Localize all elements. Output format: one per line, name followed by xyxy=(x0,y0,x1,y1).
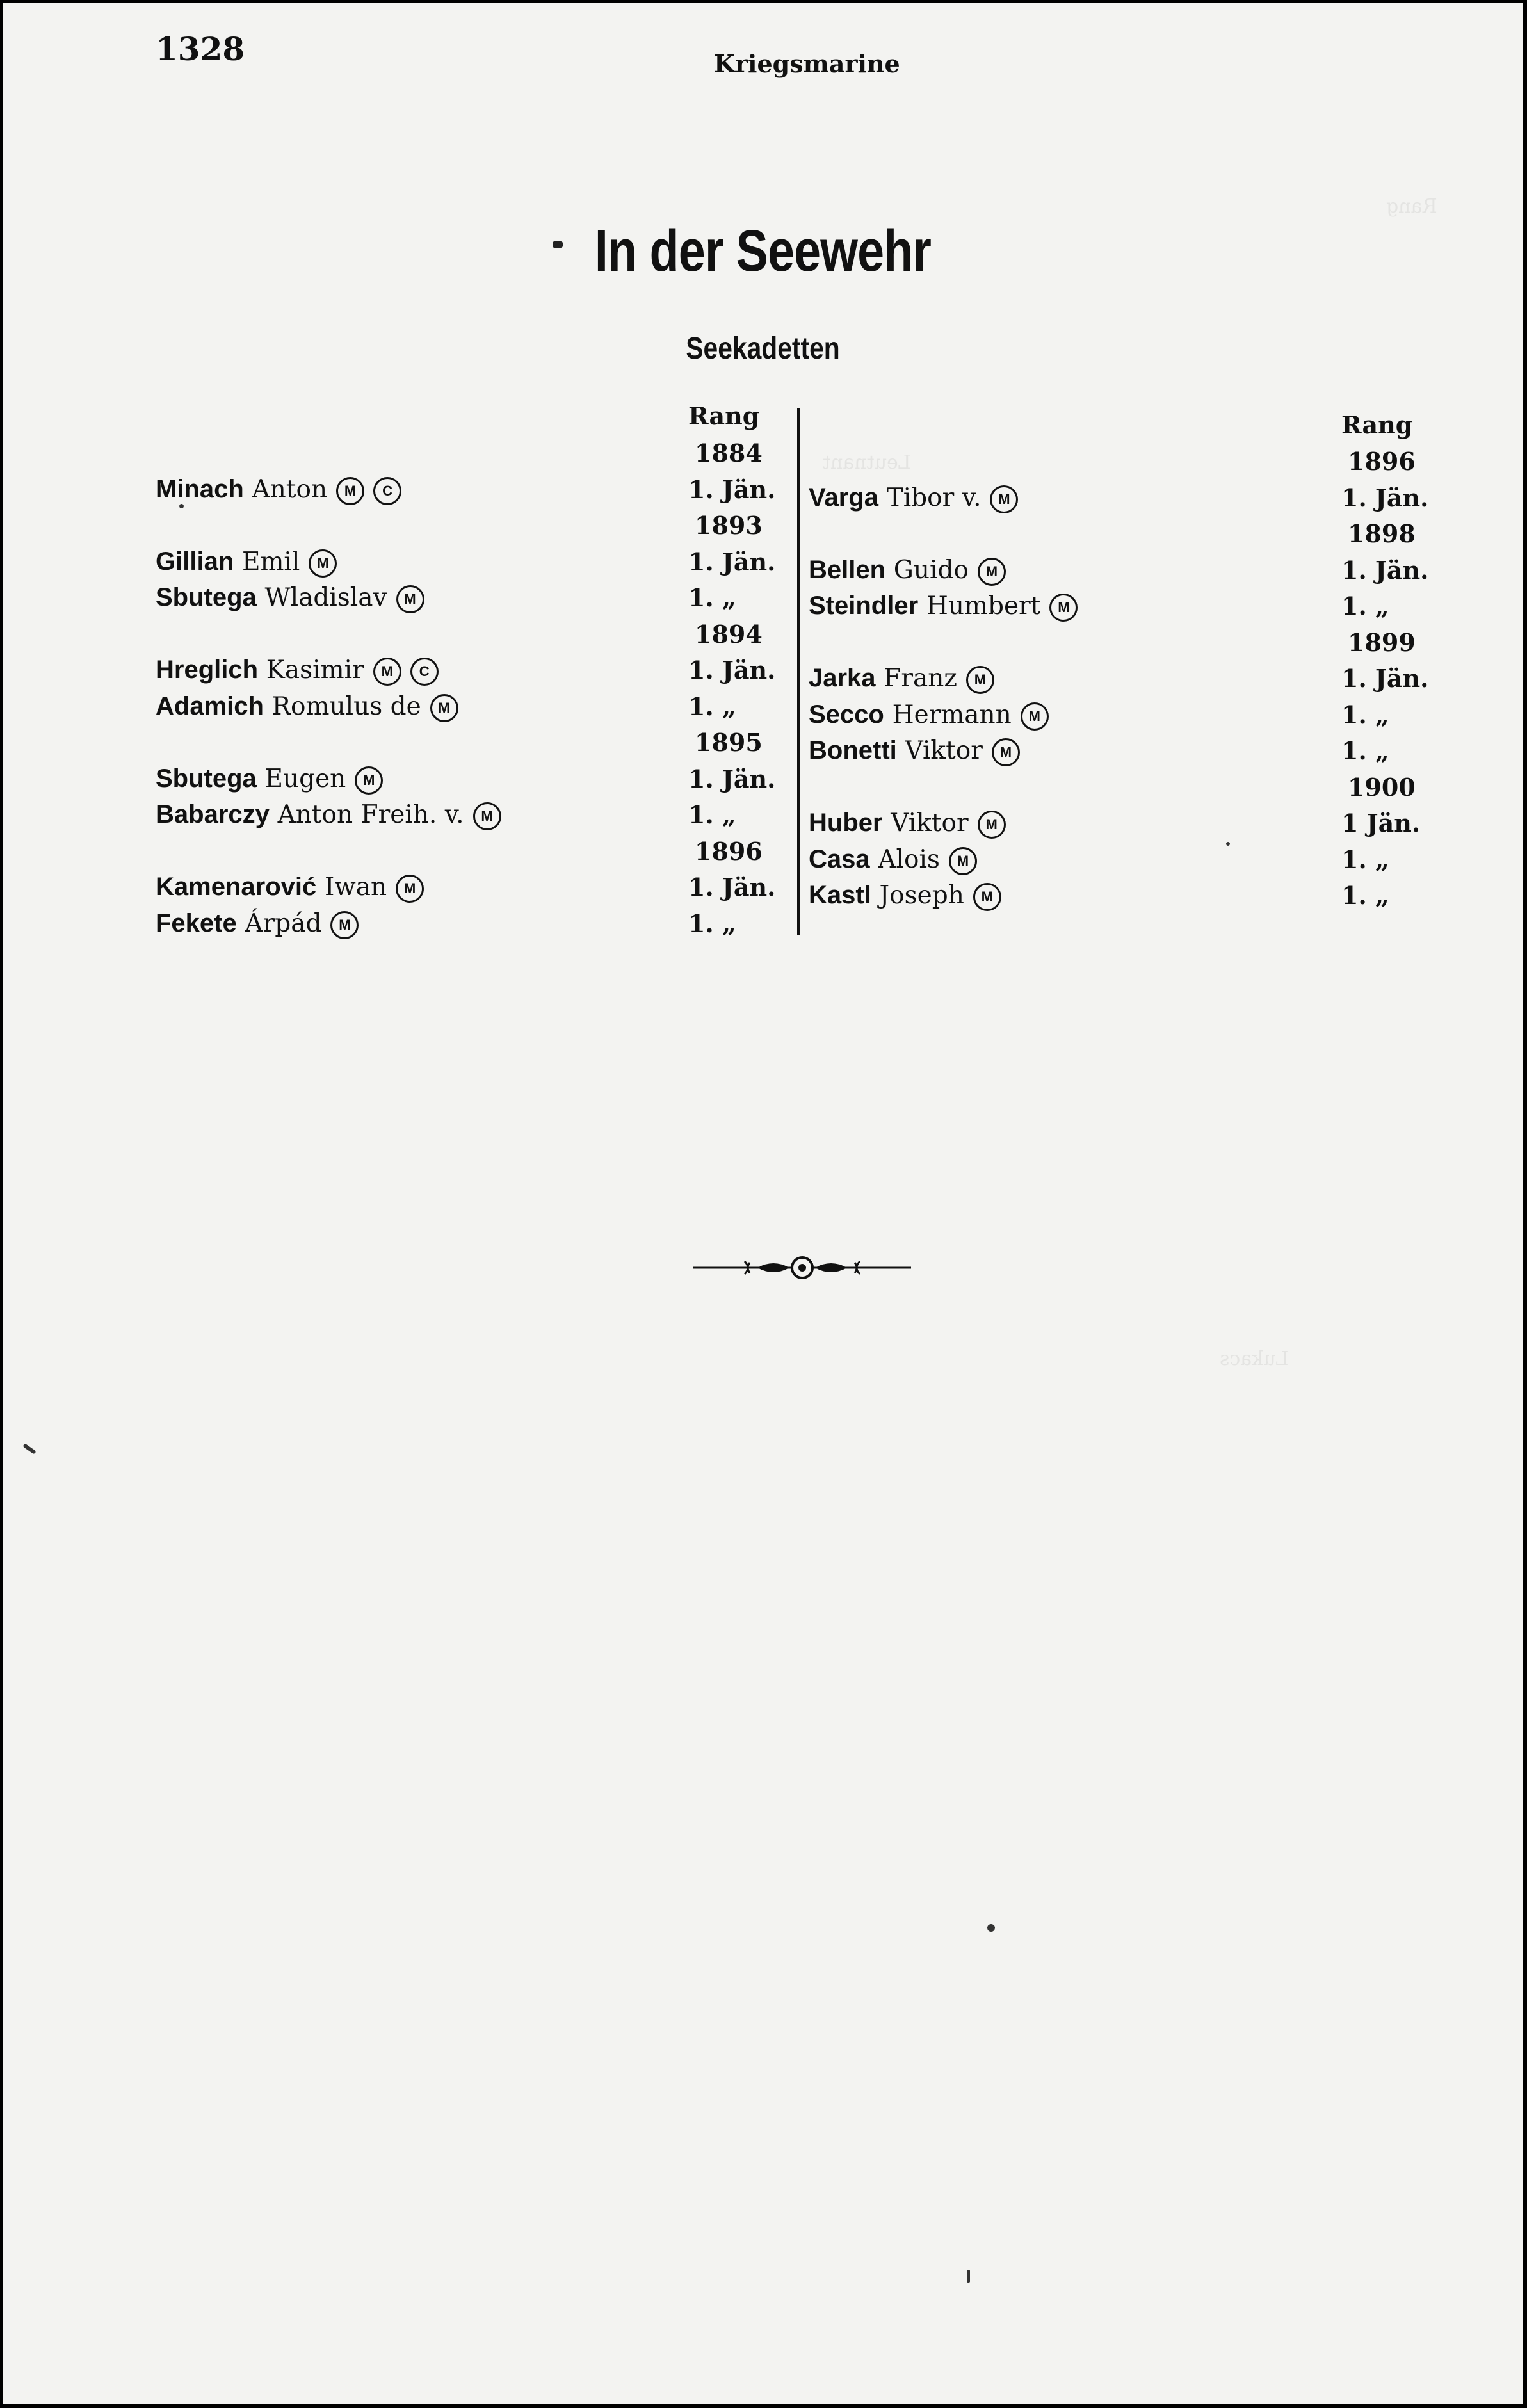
cadet-name xyxy=(156,471,327,508)
ornament-divider xyxy=(693,1255,911,1281)
circled-m-mark-icon: M xyxy=(396,585,424,613)
cadet-name xyxy=(156,652,364,688)
cadet-name xyxy=(809,877,964,914)
rank-year: 1893 xyxy=(695,511,763,540)
bleed-through-text: Leutnant xyxy=(823,451,911,474)
circled-m-mark-icon: M xyxy=(355,766,383,795)
rank-date: 1. „ xyxy=(1341,881,1389,910)
cadet-given-name: Hermann xyxy=(892,700,1012,729)
cadet-name xyxy=(156,688,421,725)
roster-entry xyxy=(156,688,458,724)
rank-date: 1. „ xyxy=(688,800,736,829)
rank-date: 1. „ xyxy=(1341,844,1389,874)
cadet-surname: Huber xyxy=(809,809,883,837)
rank-year: 1884 xyxy=(695,439,763,467)
roster-entry xyxy=(156,471,401,507)
cadet-name xyxy=(809,660,957,697)
cadet-surname: Varga xyxy=(809,483,878,512)
bleed-through-text: Lukacs xyxy=(1220,1348,1289,1370)
print-speck xyxy=(987,1924,995,1932)
rank-year: 1896 xyxy=(695,836,763,866)
rank-date: 1. Jän. xyxy=(688,873,776,901)
cadet-surname: Gillian xyxy=(156,547,234,576)
cadet-name xyxy=(156,544,300,580)
cadet-given-name: Joseph xyxy=(879,881,964,910)
roster-entry xyxy=(809,660,994,696)
circled-m-mark-icon: M xyxy=(978,558,1006,586)
cadet-given-name: Viktor xyxy=(905,736,983,765)
cadet-name xyxy=(809,552,969,588)
rank-date: 1. Jän. xyxy=(1341,483,1429,512)
roster-entry xyxy=(809,877,1001,913)
cadet-given-name: Wladislav xyxy=(264,583,387,612)
roster-entry xyxy=(156,652,439,688)
circled-m-mark-icon: M xyxy=(430,694,458,722)
cadet-surname: Secco xyxy=(809,700,884,729)
cadet-surname: Adamich xyxy=(156,691,264,720)
rank-year: 1894 xyxy=(695,619,763,649)
circled-m-mark-icon: M xyxy=(396,875,424,903)
section-subtitle: Seekadetten xyxy=(686,332,840,366)
cadet-name xyxy=(156,579,387,616)
circled-m-mark-icon: M xyxy=(1049,594,1078,622)
rank-year: 1898 xyxy=(1348,519,1416,548)
cadet-surname: Hreglich xyxy=(156,656,259,684)
rank-year: 1899 xyxy=(1348,627,1416,657)
rang-header: Rang xyxy=(1341,410,1413,439)
circled-m-mark-icon: M xyxy=(949,847,977,875)
cadet-surname: Bonetti xyxy=(809,736,897,764)
cadet-given-name: Humbert xyxy=(926,592,1041,620)
cadet-surname: Kamenarović xyxy=(156,873,317,901)
cadet-surname: Steindler xyxy=(809,592,919,620)
circled-m-mark-icon: M xyxy=(973,883,1001,911)
circled-c-mark-icon: C xyxy=(410,658,439,686)
rank-date: 1. „ xyxy=(688,583,736,612)
rang-header: Rang xyxy=(688,401,760,430)
roster-entry xyxy=(156,761,383,796)
rank-date: 1. „ xyxy=(1341,592,1389,620)
cadet-given-name: Anton xyxy=(252,474,328,504)
rank-date: 1. Jän. xyxy=(688,764,776,793)
cadet-given-name: Iwan xyxy=(324,873,387,901)
circled-m-mark-icon: M xyxy=(966,666,994,694)
roster-entry xyxy=(809,841,977,877)
bleed-through-text: Rang xyxy=(1386,195,1437,218)
cadet-surname: Minach xyxy=(156,474,244,503)
rank-date: 1. Jän. xyxy=(1341,555,1429,585)
circled-m-mark-icon: M xyxy=(473,802,501,830)
rank-date: 1. „ xyxy=(1341,700,1389,729)
roster-entry xyxy=(809,552,1006,588)
cadet-given-name: Anton Freih. v. xyxy=(277,800,464,829)
page-number: 1328 xyxy=(156,30,245,68)
cadet-name xyxy=(156,761,346,797)
cadet-given-name: Franz xyxy=(884,664,957,693)
cadet-surname: Fekete xyxy=(156,909,237,937)
circled-m-mark-icon: M xyxy=(330,911,359,939)
circled-m-mark-icon: M xyxy=(978,811,1006,839)
cadet-given-name: Emil xyxy=(241,547,300,576)
running-title: Kriegsmarine xyxy=(714,49,900,78)
rank-date: 1. Jän. xyxy=(688,474,776,504)
print-speck xyxy=(967,2270,970,2283)
roster-entry xyxy=(809,480,1018,515)
roster-entry xyxy=(156,544,337,579)
circled-m-mark-icon: M xyxy=(1021,702,1049,731)
circled-c-mark-icon: C xyxy=(373,477,401,505)
circled-m-mark-icon: M xyxy=(990,485,1018,513)
rank-date: 1. Jän. xyxy=(688,656,776,684)
cadet-given-name: Árpád xyxy=(245,909,322,938)
cadet-given-name: Kasimir xyxy=(266,656,364,684)
rank-date: 1. „ xyxy=(1341,736,1389,765)
column-divider xyxy=(797,408,800,935)
page-title: In der Seewehr xyxy=(594,218,932,284)
cadet-name xyxy=(156,796,464,833)
cadet-name xyxy=(809,697,1012,733)
roster-entry xyxy=(156,579,424,615)
cadet-name xyxy=(809,732,983,769)
cadet-name xyxy=(809,588,1040,624)
cadet-surname: Bellen xyxy=(809,555,886,584)
rank-year: 1896 xyxy=(1348,447,1416,476)
rank-year: 1895 xyxy=(695,728,763,757)
circled-m-mark-icon: M xyxy=(373,658,401,686)
roster-entry xyxy=(809,697,1049,732)
cadet-surname: Babarczy xyxy=(156,800,270,828)
roster-entry xyxy=(809,805,1006,841)
circled-m-mark-icon: M xyxy=(309,549,337,578)
rank-date: 1. „ xyxy=(688,909,736,938)
document-page xyxy=(3,3,1523,2404)
rank-date: 1. Jän. xyxy=(688,547,776,576)
cadet-surname: Sbutega xyxy=(156,583,257,611)
rank-year: 1900 xyxy=(1348,772,1416,802)
circled-m-mark-icon: M xyxy=(992,738,1020,766)
cadet-name xyxy=(156,869,387,905)
rank-date: 1. „ xyxy=(688,691,736,721)
cadet-surname: Jarka xyxy=(809,664,876,692)
roster-entry xyxy=(156,869,424,905)
cadet-given-name: Alois xyxy=(878,844,940,874)
circled-m-mark-icon: M xyxy=(336,477,364,505)
cadet-surname: Kastl xyxy=(809,881,871,909)
cadet-given-name: Romulus de xyxy=(271,691,421,721)
cadet-surname: Casa xyxy=(809,844,870,873)
cadet-given-name: Viktor xyxy=(891,809,969,837)
cadet-name xyxy=(156,905,321,942)
cadet-name xyxy=(809,841,940,878)
print-speck xyxy=(22,1443,36,1455)
cadet-name xyxy=(809,805,969,841)
cadet-name xyxy=(809,480,981,516)
cadet-given-name: Tibor v. xyxy=(886,483,982,512)
rank-date: 1 Jän. xyxy=(1341,809,1421,837)
roster-entry xyxy=(156,796,501,832)
cadet-surname: Sbutega xyxy=(156,764,257,793)
rank-date: 1. Jän. xyxy=(1341,664,1429,693)
roster-entry xyxy=(809,588,1078,624)
roster-entry xyxy=(156,905,359,941)
cadet-given-name: Guido xyxy=(893,555,969,585)
print-speck xyxy=(1226,842,1230,846)
cadet-given-name: Eugen xyxy=(264,764,346,793)
roster-entry xyxy=(809,732,1020,768)
